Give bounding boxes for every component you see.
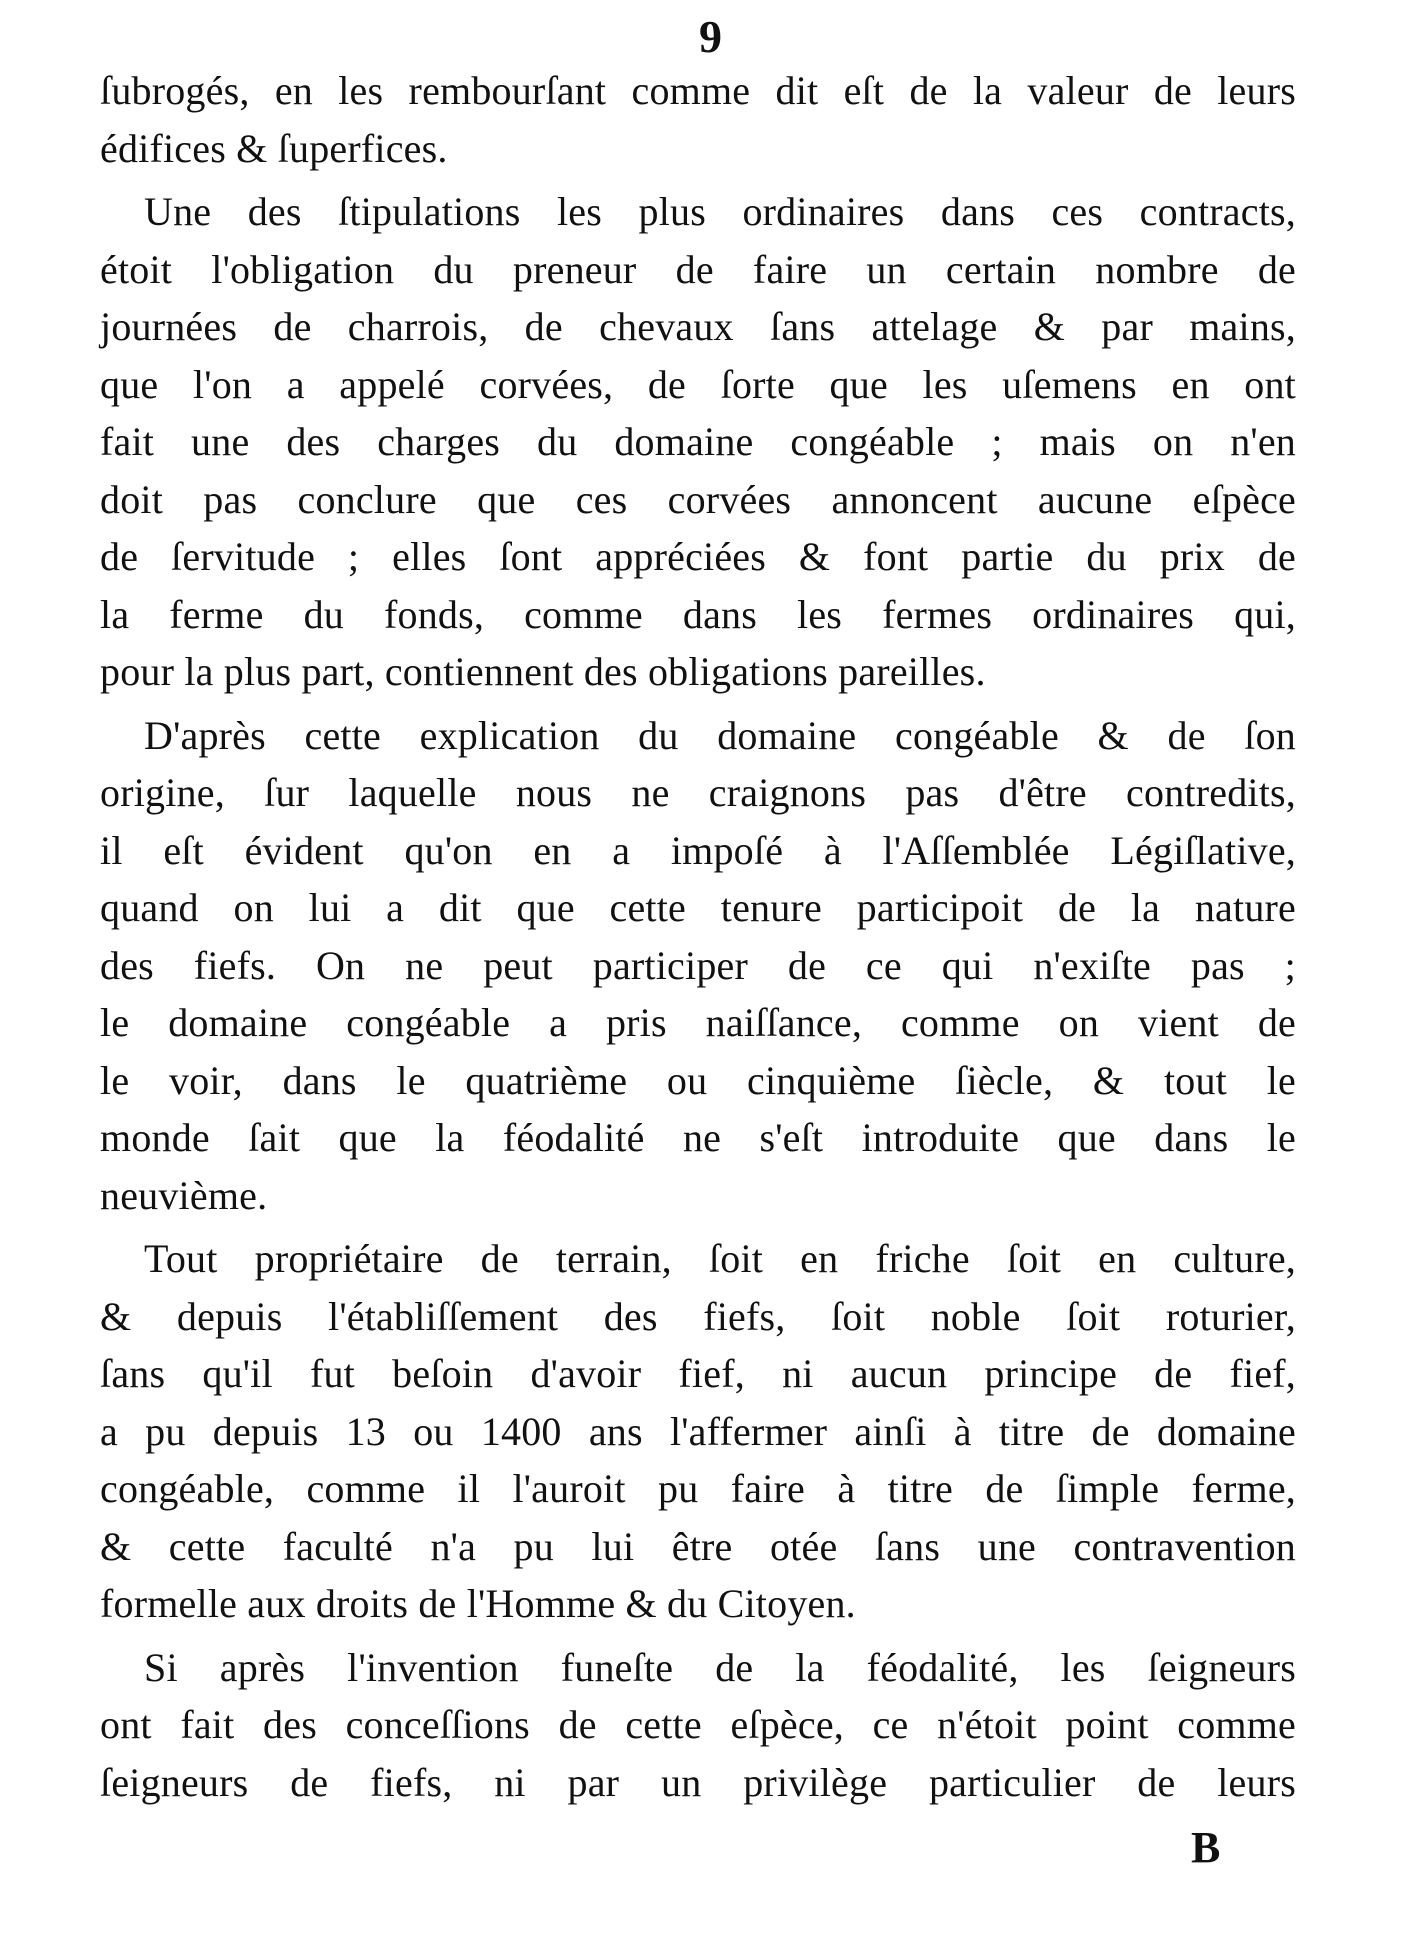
paragraph: [100, 62, 1296, 177]
text-line: pour la plus part, contiennent des obligations pareilles.: [100, 649, 986, 694]
text-line: a pu depuis 13 ou 1400 ans l'affermer ainſi à titre de domaine: [100, 1408, 1296, 1454]
text-line: ſeigneurs de fiefs, ni par un privilège particulier de leurs: [100, 1759, 1296, 1805]
text-line: le domaine congéable a pris naiſſance, comme on vient de: [100, 1000, 1296, 1045]
text-line: quand on lui a dit que cette tenure participoit de la nature: [100, 885, 1296, 930]
text-line: origine, ſur laquelle nous ne craignons pas d'être contredits,: [100, 770, 1296, 815]
text-line: doit pas conclure que ces corvées annoncent aucune eſpèce: [100, 476, 1296, 522]
text-line: ſubrogés, en les rembourſant comme dit eſt de la valeur de leurs: [100, 68, 1296, 113]
text-line: que l'on a appelé corvées, de ſorte que les uſemens en ont: [100, 361, 1296, 407]
text-line: neuvième.: [100, 1172, 268, 1218]
paragraph: [100, 707, 1296, 1225]
text-line: le voir, dans le quatrième ou cinquième ſiècle, & tout le: [100, 1057, 1296, 1103]
text-line: D'après cette explication du domaine congéable & de ſon: [144, 712, 1296, 758]
text-line: il eſt évident qu'on en a impoſé à l'Aſſemblée Légiſlative,: [100, 827, 1296, 873]
body-text: [100, 62, 1296, 1811]
text-line: la ferme du fonds, comme dans les fermes ordinaires qui,: [100, 591, 1296, 637]
text-line: des fiefs. On ne peut participer de ce qui n'exiſte pas ;: [100, 942, 1296, 988]
text-line: congéable, comme il l'auroit pu faire à titre de ſimple ferme,: [100, 1466, 1296, 1511]
page-number: 9: [699, 11, 722, 62]
text-line: journées de charrois, de chevaux ſans attelage & par mains,: [100, 304, 1296, 349]
text-line: & depuis l'établiſſement des fiefs, ſoit noble ſoit roturier,: [100, 1293, 1296, 1339]
paragraph: [100, 1230, 1296, 1633]
text-line: Tout propriétaire de terrain, ſoit en friche ſoit en culture,: [144, 1236, 1296, 1281]
text-line: monde ſait que la féodalité ne s'eſt introduite que dans le: [100, 1115, 1296, 1160]
text-line: Une des ſtipulations les plus ordinaires dans ces contracts,: [144, 189, 1296, 234]
paragraph: [100, 183, 1296, 701]
signature-mark: B: [1191, 1823, 1221, 1872]
text-line: édifices & ſuperfices.: [100, 125, 448, 171]
paragraph: [100, 1639, 1296, 1812]
text-line: ſans qu'il fut beſoin d'avoir fief, ni aucun principe de fief,: [100, 1351, 1296, 1396]
text-line: étoit l'obligation du preneur de faire un certain nombre de: [100, 246, 1296, 292]
text-line: ont fait des conceſſions de cette eſpèce, ce n'étoit point comme: [100, 1702, 1296, 1747]
text-line: de ſervitude ; elles ſont appréciées & font partie du prix de: [100, 534, 1296, 579]
text-line: formelle aux droits de l'Homme & du Citoyen.: [100, 1581, 856, 1626]
text-line: Si après l'invention funeſte de la féodalité, les ſeigneurs: [144, 1644, 1296, 1690]
text-line: fait une des charges du domaine congéable ; mais on n'en: [100, 419, 1296, 464]
text-line: & cette faculté n'a pu lui être otée ſans une contravention: [100, 1523, 1296, 1569]
